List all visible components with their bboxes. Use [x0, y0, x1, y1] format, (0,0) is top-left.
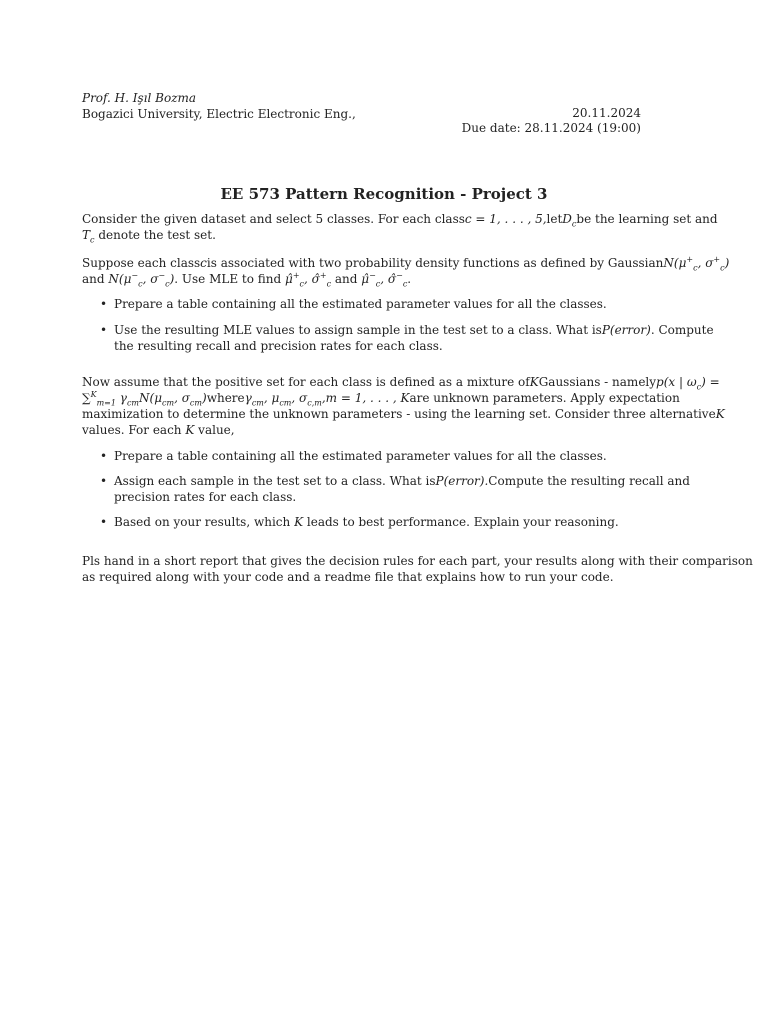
- intro-math-classes: c = 1, . . . , 5,: [464, 212, 547, 226]
- p3-text-5: values. For each: [82, 423, 182, 437]
- p3-text-6: value,: [198, 423, 235, 437]
- p2-text-2: is associated with two probability density functions as defined by Gaussian: [206, 256, 664, 270]
- page-title: EE 573 Pattern Recognition - Project 3: [220, 185, 548, 203]
- p3-math-K: K: [529, 375, 539, 389]
- intro-math-D: $D_c$: [562, 212, 577, 229]
- p2-text-and: and: [334, 272, 358, 286]
- bullet-dot: •: [100, 323, 108, 337]
- p2-math-est-pos: $\mû^+_c$, $\sigmâ^+_c$: [285, 271, 332, 289]
- intro-text-4: denote the test set.: [98, 228, 216, 242]
- p2-text-4: . Use MLE to find: [174, 272, 282, 286]
- p3-math-K2: K: [715, 407, 725, 421]
- closing-paragraph: [82, 553, 753, 585]
- bullet-dot: •: [100, 474, 108, 488]
- gmm-paragraph: [82, 374, 725, 438]
- p2-math-est-neg: $\mû^-_c$, $\sigmâ^-_c$: [361, 271, 408, 289]
- p2-math-c: c: [200, 256, 207, 270]
- due-date: Due date: 28.11.2024 (19:00): [461, 121, 641, 135]
- p3-text-3: are unknown parameters. Apply expectation: [409, 391, 680, 405]
- intro-text-2: let: [546, 212, 563, 226]
- closing-line-1: Pls hand in a short report that gives the decision rules for each part, your results along with their comparison: [82, 554, 753, 568]
- p3-math-p: p(x | $\omega_c$) =: [656, 375, 720, 392]
- p3-text-2: Gaussians - namely: [538, 375, 657, 389]
- author-name: Prof. H. Işıl Bozma: [82, 91, 197, 105]
- mle-paragraph: Suppose each class c is associated with two probability density functions as defined by Gaussian $N(\mu^+_c$, $\sigma^+_c$) and $N(\mu^-_c$, $\sigma^-_c$). Use MLE to find $\mû^+_c$, $\sigmâ^+_c$ and $\mû^-_c$, $\sigmâ^-_c$.: [82, 255, 730, 289]
- intro-paragraph: [82, 211, 718, 245]
- bullet-dot: •: [100, 449, 108, 463]
- p2-text-1: Suppose each class: [82, 256, 201, 270]
- p2-math-Nneg: $N(\mu^-_c$, $\sigma^-_c$): [108, 271, 175, 289]
- intro-math-T: $T_c$: [82, 228, 95, 245]
- p3-text-1: Now assume that the positive set for each class is defined as a mixture of: [82, 375, 530, 389]
- p3-text-4: maximization to determine the unknown parameters - using the learning set. Consider three alternative: [82, 407, 716, 421]
- bullet-dot: •: [100, 297, 108, 311]
- closing-line-2: as required along with your code and a readme file that explains how to run your code.: [82, 570, 614, 584]
- document-page: Prof. H. Işıl Bozma Bogazici University, Electric Electronic Eng., 20.11.2024 Due date: 28.11.2024 (19:00) EE 573 Pattern Recognition - Project 3 Consider the given dataset and select 5 classes. For each class c = 1, . . . , 5, let $D_c$ be the learning set and $T_c$ denote the test set. Suppose each class c is associated with two probability density functions as defined by Gaussian $N(\mu^+_c$, $\sigma^+_c$) and $N(\mu^-_c$, $\sigma^-_c$). Use MLE to find $\mû^+_c$, $\sigmâ^+_c$ and $\mû^-_c$, $\sigmâ^-_c$. • Prepare a table containing all the estimated parameter values for all the classes. • Use the resulting MLE values to assign sample in the test set to a class. What is P(error). Compute the resulting recall and precision rates for each class. Now assume that the positive set for each class is defined as a mixture of K Gaussians - namely p(x | $\omega_c$) = ∑$^K_{m=1}$ $\gamma_{cm}N(\mu_{cm}$, $\sigma_{cm}$) where $\gamma_{cm}$, $\mu_{cm}$, $\sigma_{c,m},m = 1$, . . . , K are unknown parameters. Apply expectation maximization to determine the unknown parameters - using the learning set. Consider three alternative K values. For each K value, • Prepare a table containing all the estimated parameter values for all the classes. • Assign each sample in the test set to a class. What is P(error). Compute the resulting recall and precision rates for each class. • Based on your results, which K leads to best performance. Explain your reasoning. Pls hand in a short report that gives the decision rules for each part, your results along with their comparison as required along with your code and a readme file that explains how to run your code.: [0, 0, 768, 1024]
- intro-text-1: Consider the given dataset and select 5 classes. For each class: [82, 212, 465, 226]
- affiliation: Bogazici University, Electric Electronic Eng.,: [82, 107, 356, 121]
- p2-math-Npos: $N(\mu^+_c$, $\sigma^+_c$): [663, 255, 730, 273]
- bullet-dot: •: [100, 515, 108, 529]
- intro-text-3: be the learning set and: [576, 212, 718, 226]
- p3-math-K3: K: [185, 423, 195, 437]
- p3-math-params: $\gamma_{cm}$, $\mu_{cm}$, $\sigma_{c,m},m = 1$, . . . , K: [244, 391, 410, 408]
- p3-text-where: where: [206, 391, 245, 405]
- p3-math-sum: ∑$^K_{m=1}$ $\gamma_{cm}N(\mu_{cm}$, $\sigma_{cm}$): [82, 390, 207, 408]
- p2-text-3: and: [82, 272, 105, 286]
- issue-date: 20.11.2024: [572, 106, 641, 120]
